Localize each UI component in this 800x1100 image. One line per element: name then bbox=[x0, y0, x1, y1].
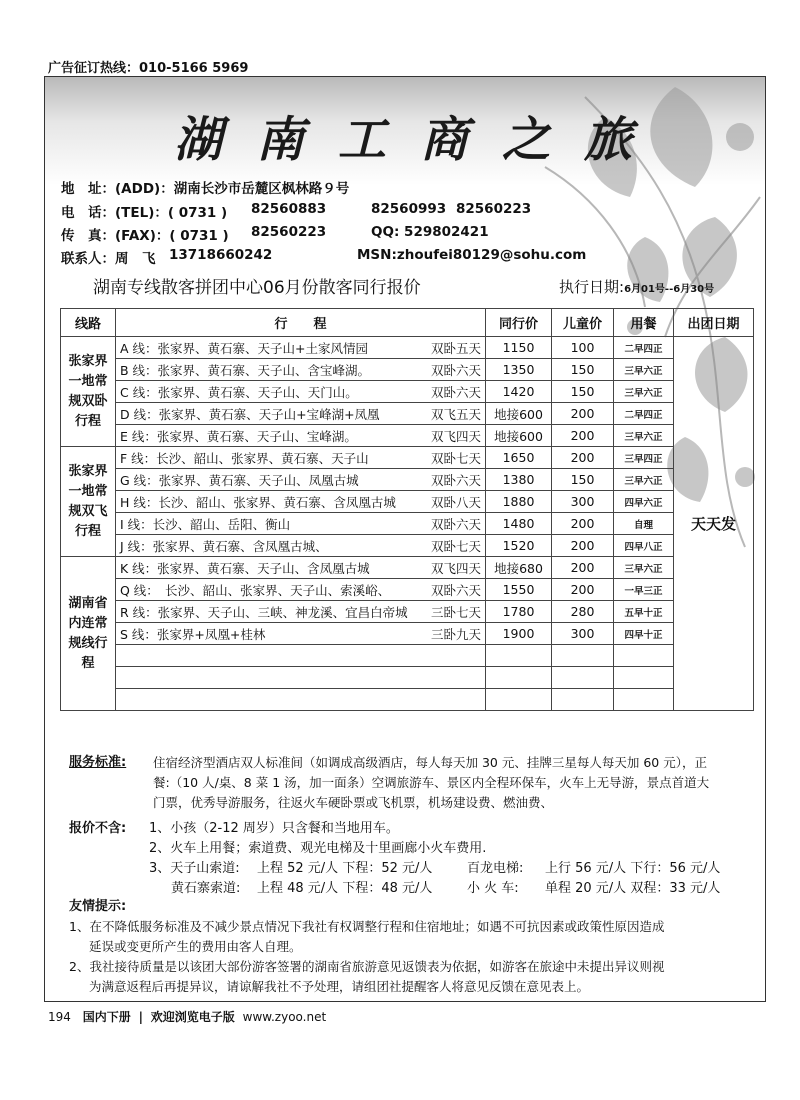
transport-text: 双飞五天 bbox=[430, 406, 481, 422]
empty-cell bbox=[116, 645, 486, 667]
child-price-cell: 200 bbox=[552, 447, 614, 469]
mobile-number: 13718660242 bbox=[169, 247, 273, 263]
phone-2: 82560993 bbox=[371, 201, 447, 217]
itinerary-text: Q 线： 长沙、韶山、张家界、天子山、索溪峪、 bbox=[120, 582, 391, 598]
page-number: 194 bbox=[48, 1010, 71, 1024]
empty-cell bbox=[614, 689, 674, 711]
exclusion-1: 1、小孩（2-12 周岁）只含餐和当地用车。 bbox=[149, 821, 399, 836]
poster-frame bbox=[44, 76, 766, 1002]
contact-person: 联系人：周 飞 bbox=[61, 251, 156, 267]
huangshi-cableway-price: 上程 48 元/人 下程：48 元/人 bbox=[257, 881, 433, 896]
tip-1-line-1: 1、在不降低服务标准及不减少景点情况下我社有权调整行程和住宿地址；如遇不可抗因素或政策性原因造成 bbox=[69, 919, 665, 934]
itinerary-text: B 线：张家界、黄石寨、天子山、含宝峰湖。 bbox=[120, 362, 371, 378]
route-group-name: 湖南省内连常规线行程 bbox=[61, 557, 116, 711]
price-cell: 1550 bbox=[486, 579, 552, 601]
child-price-cell: 200 bbox=[552, 425, 614, 447]
tianzi-cableway-label: 3、天子山索道: bbox=[149, 861, 240, 876]
price-table bbox=[60, 308, 754, 711]
meal-cell: 三早六正 bbox=[614, 381, 674, 403]
price-cell: 1780 bbox=[486, 601, 552, 623]
price-cell: 地接600 bbox=[486, 403, 552, 425]
itinerary-text: J 线：张家界、黄石寨、含凤凰古城、 bbox=[120, 538, 328, 554]
price-cell: 1880 bbox=[486, 491, 552, 513]
table-row bbox=[61, 535, 754, 557]
table-row bbox=[61, 381, 754, 403]
child-price-cell: 300 bbox=[552, 491, 614, 513]
child-price-cell: 150 bbox=[552, 469, 614, 491]
footer-slogan: 欢迎浏览电子版 bbox=[150, 1010, 235, 1024]
ad-hotline: 广告征订热线：010-5166 5969 bbox=[48, 61, 249, 76]
meal-cell: 一早三正 bbox=[614, 579, 674, 601]
table-row bbox=[61, 601, 754, 623]
table-row bbox=[61, 513, 754, 535]
header-meal: 用餐 bbox=[614, 309, 674, 337]
tip-1-line-2: 延误或变更所产生的费用由客人自理。 bbox=[89, 939, 302, 954]
huangshi-cableway-label: 黄石寨索道: bbox=[171, 881, 241, 896]
service-label: 服务标准: bbox=[69, 755, 127, 770]
child-price-cell: 200 bbox=[552, 535, 614, 557]
empty-row bbox=[61, 667, 754, 689]
meal-cell: 二早四正 bbox=[614, 337, 674, 359]
transport-text: 双卧七天 bbox=[430, 450, 481, 466]
fax-label: 传 真：(FAX)：( 0731 ) bbox=[61, 228, 229, 244]
transport-text: 双卧六天 bbox=[430, 384, 481, 400]
itinerary-text: D 线：张家界、黄石寨、天子山+宝峰湖+凤凰 bbox=[120, 406, 380, 422]
header-child-price: 儿童价 bbox=[552, 309, 614, 337]
itinerary-cell bbox=[116, 447, 486, 469]
tip-2-line-2: 为满意返程后再提异议，请谅解我社不予处理，请组团社提醒客人将意见反馈在意见表上。 bbox=[89, 979, 590, 994]
empty-cell bbox=[486, 689, 552, 711]
table-header-row bbox=[61, 309, 754, 337]
itinerary-cell bbox=[116, 491, 486, 513]
service-line-1: 住宿经济型酒店双人标准间（如调成高级酒店，每人每天加 30 元、挂牌三星每人每天加 60 元），正 bbox=[153, 755, 707, 770]
phone-label: 电 话：(TEL)：( 0731 ) bbox=[61, 205, 228, 221]
child-price-cell: 200 bbox=[552, 513, 614, 535]
itinerary-text: K 线：张家界、黄石寨、天子山、含凤凰古城 bbox=[120, 560, 370, 576]
child-price-cell: 150 bbox=[552, 359, 614, 381]
price-cell: 1150 bbox=[486, 337, 552, 359]
header-price: 同行价 bbox=[486, 309, 552, 337]
header-route: 线路 bbox=[61, 309, 116, 337]
price-cell: 1420 bbox=[486, 381, 552, 403]
empty-cell bbox=[486, 645, 552, 667]
price-cell: 1350 bbox=[486, 359, 552, 381]
phone-3: 82560223 bbox=[456, 201, 532, 217]
child-price-cell: 100 bbox=[552, 337, 614, 359]
child-price-cell: 200 bbox=[552, 557, 614, 579]
tips-label: 友情提示: bbox=[69, 899, 127, 914]
table-row bbox=[61, 359, 754, 381]
itinerary-cell bbox=[116, 337, 486, 359]
itinerary-cell bbox=[116, 425, 486, 447]
child-price-cell: 150 bbox=[552, 381, 614, 403]
itinerary-cell bbox=[116, 579, 486, 601]
empty-cell bbox=[116, 689, 486, 711]
friendly-tips bbox=[69, 897, 759, 997]
exclusions-label: 报价不含: bbox=[69, 821, 127, 836]
itinerary-cell bbox=[116, 359, 486, 381]
table-row bbox=[61, 337, 754, 359]
transport-text: 双卧六天 bbox=[430, 582, 481, 598]
price-cell: 1900 bbox=[486, 623, 552, 645]
transport-text: 双卧五天 bbox=[430, 340, 481, 356]
itinerary-text: I 线：长沙、韶山、岳阳、衡山 bbox=[120, 516, 291, 532]
meal-cell: 三早六正 bbox=[614, 557, 674, 579]
itinerary-text: C 线：张家界、黄石寨、天子山、天门山。 bbox=[120, 384, 358, 400]
itinerary-text: R 线：张家界、天子山、三峡、神龙溪、宜昌白帝城 bbox=[120, 604, 408, 620]
empty-cell bbox=[552, 645, 614, 667]
child-price-cell: 200 bbox=[552, 403, 614, 425]
bailong-elevator-price: 上行 56 元/人 下行：56 元/人 bbox=[545, 861, 721, 876]
service-line-2: 餐:（10 人/桌、8 菜 1 汤，加一面条）空调旅游车、景区内全程环保车，火车上无导游，景点首道大 bbox=[153, 775, 710, 790]
table-row bbox=[61, 557, 754, 579]
table-row bbox=[61, 403, 754, 425]
price-cell: 地接600 bbox=[486, 425, 552, 447]
itinerary-cell bbox=[116, 557, 486, 579]
meal-cell: 五早十正 bbox=[614, 601, 674, 623]
address-line: 地 址：(ADD)：湖南长沙市岳麓区枫林路９号 bbox=[61, 181, 350, 197]
itinerary-text: F 线：长沙、韶山、张家界、黄石寨、天子山 bbox=[120, 450, 369, 466]
meal-cell: 三早四正 bbox=[614, 447, 674, 469]
exec-date-range: 6月01号--6月30号 bbox=[624, 284, 715, 295]
bailong-elevator-label: 百龙电梯: bbox=[467, 861, 524, 876]
transport-text: 三卧九天 bbox=[430, 626, 481, 642]
footer-section: 国内下册 bbox=[82, 1010, 131, 1024]
transport-text: 双卧八天 bbox=[430, 494, 481, 510]
fax-number: 82560223 bbox=[251, 224, 327, 240]
page-footer bbox=[48, 1008, 326, 1025]
itinerary-cell bbox=[116, 535, 486, 557]
child-price-cell: 280 bbox=[552, 601, 614, 623]
exec-date bbox=[559, 276, 714, 297]
depart-cell: 天天发 bbox=[674, 337, 754, 711]
empty-cell bbox=[552, 667, 614, 689]
service-line-3: 门票，优秀导游服务，往返火车硬卧票或飞机票，机场建设费、燃油费、 bbox=[153, 795, 554, 810]
exclusion-4 bbox=[69, 879, 759, 899]
itinerary-text: G 线：张家界、黄石寨、天子山、凤凰古城 bbox=[120, 472, 359, 488]
exclusion-2: 2、火车上用餐；索道费、观光电梯及十里画廊小火车费用. bbox=[149, 841, 487, 856]
exclusion-3 bbox=[69, 859, 759, 879]
child-price-cell: 300 bbox=[552, 623, 614, 645]
meal-cell: 三早六正 bbox=[614, 469, 674, 491]
tianzi-cableway-price: 上程 52 元/人 下程：52 元/人 bbox=[257, 861, 433, 876]
table-row bbox=[61, 491, 754, 513]
itinerary-cell bbox=[116, 469, 486, 491]
transport-text: 双飞四天 bbox=[430, 428, 481, 444]
meal-cell: 四早八正 bbox=[614, 535, 674, 557]
route-group-name: 张家界一地常规双卧行程 bbox=[61, 337, 116, 447]
header-depart: 出团日期 bbox=[674, 309, 754, 337]
itinerary-cell bbox=[116, 601, 486, 623]
itinerary-cell bbox=[116, 513, 486, 535]
itinerary-cell bbox=[116, 623, 486, 645]
itinerary-text: A 线：张家界、黄石寨、天子山+土家风情园 bbox=[120, 340, 368, 356]
price-cell: 1520 bbox=[486, 535, 552, 557]
itinerary-text: E 线：张家界、黄石寨、天子山、宝峰湖。 bbox=[120, 428, 357, 444]
itinerary-text: H 线：长沙、韶山、张家界、黄石寨、含凤凰古城 bbox=[120, 494, 396, 510]
transport-text: 双卧六天 bbox=[430, 362, 481, 378]
itinerary-text: S 线：张家界+凤凰+桂林 bbox=[120, 626, 266, 642]
empty-cell bbox=[486, 667, 552, 689]
price-cell: 1650 bbox=[486, 447, 552, 469]
price-cell: 1380 bbox=[486, 469, 552, 491]
msn-address: MSN:zhoufei80129@sohu.com bbox=[357, 247, 587, 263]
meal-cell: 自理 bbox=[614, 513, 674, 535]
meal-cell: 四早六正 bbox=[614, 491, 674, 513]
table-row bbox=[61, 623, 754, 645]
table-row bbox=[61, 579, 754, 601]
price-cell: 1480 bbox=[486, 513, 552, 535]
empty-cell bbox=[614, 667, 674, 689]
table-row bbox=[61, 447, 754, 469]
route-group-name: 张家界一地常规双飞行程 bbox=[61, 447, 116, 557]
tip-2-line-1: 2、我社接待质量是以该团大部份游客签署的湖南省旅游意见返馈表为依据，如游客在旅途中未提出异议则视 bbox=[69, 959, 665, 974]
meal-cell: 三早六正 bbox=[614, 359, 674, 381]
empty-cell bbox=[116, 667, 486, 689]
table-row bbox=[61, 469, 754, 491]
meal-cell: 三早六正 bbox=[614, 425, 674, 447]
qq-number: QQ: 529802421 bbox=[371, 224, 489, 240]
empty-cell bbox=[552, 689, 614, 711]
meal-cell: 二早四正 bbox=[614, 403, 674, 425]
transport-text: 双飞四天 bbox=[430, 560, 481, 576]
child-price-cell: 200 bbox=[552, 579, 614, 601]
empty-cell bbox=[614, 645, 674, 667]
mini-train-label: 小 火 车: bbox=[467, 881, 519, 896]
exec-date-label: 执行日期: bbox=[559, 278, 625, 296]
header-itinerary: 行 程 bbox=[116, 309, 486, 337]
price-cell: 地接680 bbox=[486, 557, 552, 579]
transport-text: 双卧六天 bbox=[430, 516, 481, 532]
price-subtitle: 湖南专线散客拼团中心06月份散客同行报价 bbox=[93, 278, 421, 298]
itinerary-cell bbox=[116, 403, 486, 425]
transport-text: 三卧七天 bbox=[430, 604, 481, 620]
table-row bbox=[61, 425, 754, 447]
transport-text: 双卧七天 bbox=[430, 538, 481, 554]
phone-1: 82560883 bbox=[251, 201, 327, 217]
itinerary-cell bbox=[116, 381, 486, 403]
footer-divider: | bbox=[138, 1010, 143, 1024]
price-exclusions bbox=[69, 819, 759, 899]
empty-row bbox=[61, 689, 754, 711]
page-title: 湖南工商之旅 bbox=[173, 112, 666, 168]
meal-cell: 四早十正 bbox=[614, 623, 674, 645]
empty-row bbox=[61, 645, 754, 667]
service-standard bbox=[69, 753, 759, 813]
footer-url: www.zyoo.net bbox=[242, 1010, 327, 1024]
mini-train-price: 单程 20 元/人 双程：33 元/人 bbox=[545, 881, 721, 896]
transport-text: 双卧六天 bbox=[430, 472, 481, 488]
